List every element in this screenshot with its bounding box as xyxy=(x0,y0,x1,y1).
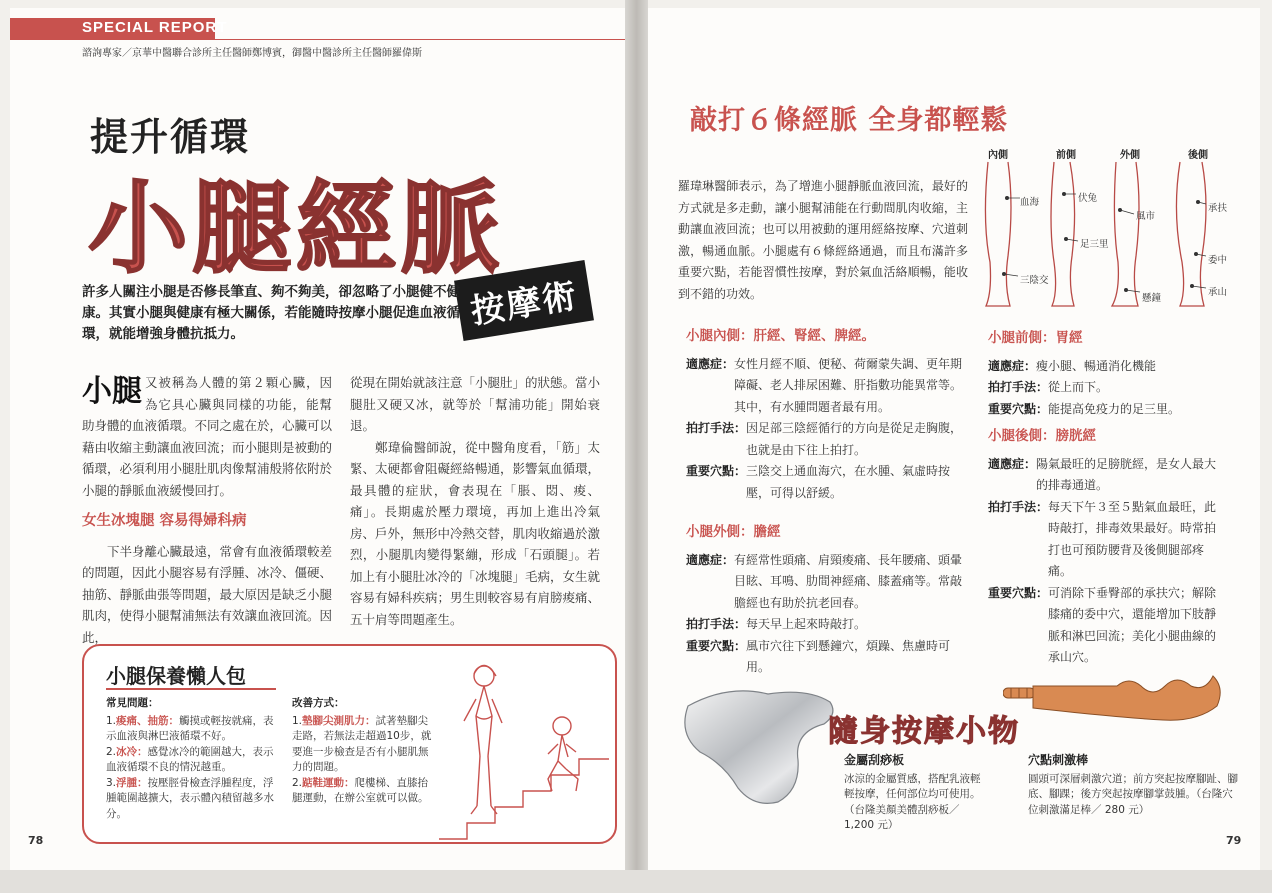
section-heading: 小腿外側：膽經 xyxy=(686,524,781,540)
detail-row: 適應症： 有經常性頭痛、肩頸痠痛、長年腰痛、頭暈目眩、耳鳴、肋間神經痛、膝蓋痛等。常敲膽經也有助於抗老回春。 xyxy=(686,552,963,610)
lazy-pack-box xyxy=(82,644,617,844)
list-item: 2.冰冷：感覺冰冷的範圍越大，表示血液循環不良的情況越重。 xyxy=(106,745,274,773)
list-item: 2.踮鞋運動：爬樓梯、直膝抬腿運動，在辦公室就可以做。 xyxy=(292,776,429,804)
leg-view-label: 內側 xyxy=(988,150,1008,161)
detail-row: 適應症： 瘦小腿、暢通消化機能 xyxy=(988,358,1157,373)
product-description: 圓頭可深層刺激穴道；前方突起按摩腳趾、腳底、腳踝；後方突起按摩腳掌鼓腫。（台隆穴位刺激滿足棒／ 280 元） xyxy=(1028,772,1238,816)
acupoint-stick-image xyxy=(1003,672,1228,722)
body-paragraph: 鄭瑋倫醫師說，從中醫角度看，「筋」太緊、太硬都會阻礙經絡暢通，影響氣血循環，最具體的症狀，會表現在「脹、悶、痠、痛」。長期處於壓力環境，再加上進出冷氣房、戶外，無形中冷熱交替，肌肉收縮過於激烈，小腿肌肉變得緊繃，形成「石頭腿」。若加上有小腿肚冰冷的「冰塊腿」毛病，女生就容易有婦科疾病；男生則較容易有肩膀痠痛、五十肩等問題產生。 xyxy=(350,439,601,627)
list-item: 1.痠痛、抽筋：觸摸或輕按就痛，表示血液與淋巴液循環不好。 xyxy=(106,714,274,742)
drop-cap: 小腿 xyxy=(82,374,142,409)
detail-row: 拍打手法： 每天早上起來時敲打。 xyxy=(686,617,867,631)
acupoint-label: 伏兔 xyxy=(1078,193,1098,204)
detail-row: 重要穴點： 可消除下垂臀部的承扶穴；解除膝痛的委中穴，還能增加下肢靜脈和淋巴回流；美化小腿曲線的承山穴。 xyxy=(988,585,1217,664)
detail-row: 重要穴點： 能提高免疫力的足三里。 xyxy=(988,401,1181,416)
product-name: 金屬刮痧板 xyxy=(844,753,905,767)
leg-view-label: 前側 xyxy=(1056,150,1076,161)
detail-row: 重要穴點： 風市穴往下到懸鐘穴，煩躁、焦慮時可用。 xyxy=(686,638,951,674)
subhead: 女生冰塊腿 容易得婦科病 xyxy=(82,513,247,529)
title-stamp: 按摩術 xyxy=(454,260,594,341)
product-description: 冰涼的金屬質感，搭配乳液輕輕按摩，任何部位均可使用。（台隆美顏美體刮痧板／ 1,200 元） xyxy=(844,772,981,831)
carry-section-title: 隨身按摩小物 xyxy=(828,714,1020,749)
acupoint-label: 三陰交 xyxy=(1020,275,1049,286)
header-rule xyxy=(215,39,625,40)
list-item: 3.浮腫：按壓脛骨檢查浮腫程度，浮腫範圍越擴大，表示體內積留越多水分。 xyxy=(106,776,274,820)
right-title: 敲打６條經脈 全身都輕鬆 xyxy=(690,105,1009,136)
acupoint-label: 懸鐘 xyxy=(1142,293,1162,304)
book-gutter xyxy=(625,0,648,893)
section-outer-leg xyxy=(686,522,971,679)
page-bottom-shadow xyxy=(0,870,1272,893)
lede-paragraph: 許多人關注小腿是否修長筆直、夠不夠美，卻忽略了小腿健不健康。其實小腿與健康有極大關係，若能隨時按摩小腿促進血液循環，就能增強身體抗抵力。 xyxy=(82,284,460,342)
leg-view-label: 後側 xyxy=(1188,150,1208,161)
lazy-pack-title: 小腿保養懶人包 xyxy=(106,664,246,688)
acupoint-label: 承山 xyxy=(1208,287,1228,298)
detail-row: 拍打手法： 從上而下。 xyxy=(988,380,1109,394)
section-label: SPECIAL REPORT xyxy=(82,19,228,36)
body-paragraph: 從現在開始就該注意「小腿肚」的狀態。當小腿肚又硬又冰，就等於「幫浦功能」開始衰退。 xyxy=(350,375,601,433)
acupoint-label: 委中 xyxy=(1208,255,1228,266)
intro-paragraph: 羅瑋琳醫師表示，為了增進小腿靜脈血液回流，最好的方式就是多走動，讓小腿幫浦能在行動間肌肉收縮，主動讓血液回流；也可以用被動的運用經絡按摩、穴道刺激，暢通血脈。小腿處有６條經絡通過，而且布滿許多重要穴點，若能習慣性按摩，對於氣血活絡順暢，能收到不錯的功效。 xyxy=(678,179,968,301)
leg-view-label: 外側 xyxy=(1120,150,1140,161)
title-big: 小腿經脈 xyxy=(88,170,504,287)
section-inner-leg xyxy=(686,326,971,504)
body-column-2 xyxy=(350,372,600,630)
consultant-credit: 諮詢專家／京華中醫聯合診所主任醫師鄭博賓，御醫中醫診所主任醫師羅偉斯 xyxy=(82,48,422,59)
detail-row: 重要穴點： 三陰交上通血海穴，在水腫、氣虛時按壓，可得以舒緩。 xyxy=(686,464,951,500)
gua-sha-board-image xyxy=(678,676,843,806)
section-back-leg xyxy=(988,426,1228,669)
lazy-pack-underline xyxy=(106,688,276,690)
detail-row: 適應症： 女性月經不順、便秘、荷爾蒙失調、更年期障礙、老人排尿困難、肝指數功能異常等。其中，有水腫問題者最有用。 xyxy=(686,356,963,414)
section-heading: 小腿內側：肝經、腎經、脾經。 xyxy=(686,328,875,344)
acupoint-label: 足三里 xyxy=(1080,239,1109,250)
common-problems xyxy=(106,696,281,822)
right-page xyxy=(648,8,1260,870)
body-paragraph: 又被稱為人體的第２顆心臟，因為它具心臟與同樣的功能，能幫助身體的血液循環。不同之處在於，心臟可以藉由收縮主動讓血液回流；而小腿則是被動的循環，必須利用小腿肚肌肉像幫浦般將依附於小腿的靜脈血液緩慢回打。 xyxy=(82,375,333,498)
body-paragraph: 下半身離心臟最遠，常會有血液循環較差的問題，因此小腿容易有浮腫、冰冷、僵硬、抽筋、靜脈曲張等問題，最大原因是缺乏小腿肌肉，使得小腿幫浦無法有效讓血液回流。因此， xyxy=(82,543,333,645)
common-heading: 常見問題： xyxy=(106,697,159,709)
section-front-leg xyxy=(988,328,1228,420)
list-item: 1.墊腳尖測肌力：試著墊腳尖走路，若無法走超過10步，就要進一步檢查是否有小腿肌無力的問題。 xyxy=(292,714,432,773)
product-card xyxy=(844,753,989,834)
detail-row: 適應症： 陽氣最旺的足膀胱經，是女人最大的排毒通道。 xyxy=(988,456,1217,492)
detail-row: 拍打手法： 因足部三陰經循行的方向是從足走胸腹，也就是由下往上拍打。 xyxy=(686,421,963,457)
improvement-methods xyxy=(292,696,437,807)
body-column-1 xyxy=(82,372,332,648)
page-number: 79 xyxy=(1226,834,1242,847)
product-card xyxy=(1028,753,1238,818)
acupoint-label: 血海 xyxy=(1020,197,1040,208)
page-number: 78 xyxy=(28,834,44,847)
section-heading: 小腿後側：膀胱經 xyxy=(988,428,1096,444)
left-page xyxy=(10,8,625,870)
detail-row: 拍打手法： 每天下午３至５點氣血最旺，此時敲打，排毒效果最好。時常拍打也可預防腰背及後側腿部疼痛。 xyxy=(988,499,1217,578)
acupoint-label: 風市 xyxy=(1136,211,1156,222)
section-heading: 小腿前側：胃經 xyxy=(988,330,1083,346)
acupoint-label: 承扶 xyxy=(1208,203,1228,214)
title-small: 提升循環 xyxy=(90,115,251,159)
woman-stairs-illustration xyxy=(434,654,614,842)
improve-heading: 改善方式： xyxy=(292,697,345,709)
product-name: 穴點刺激棒 xyxy=(1028,753,1089,767)
